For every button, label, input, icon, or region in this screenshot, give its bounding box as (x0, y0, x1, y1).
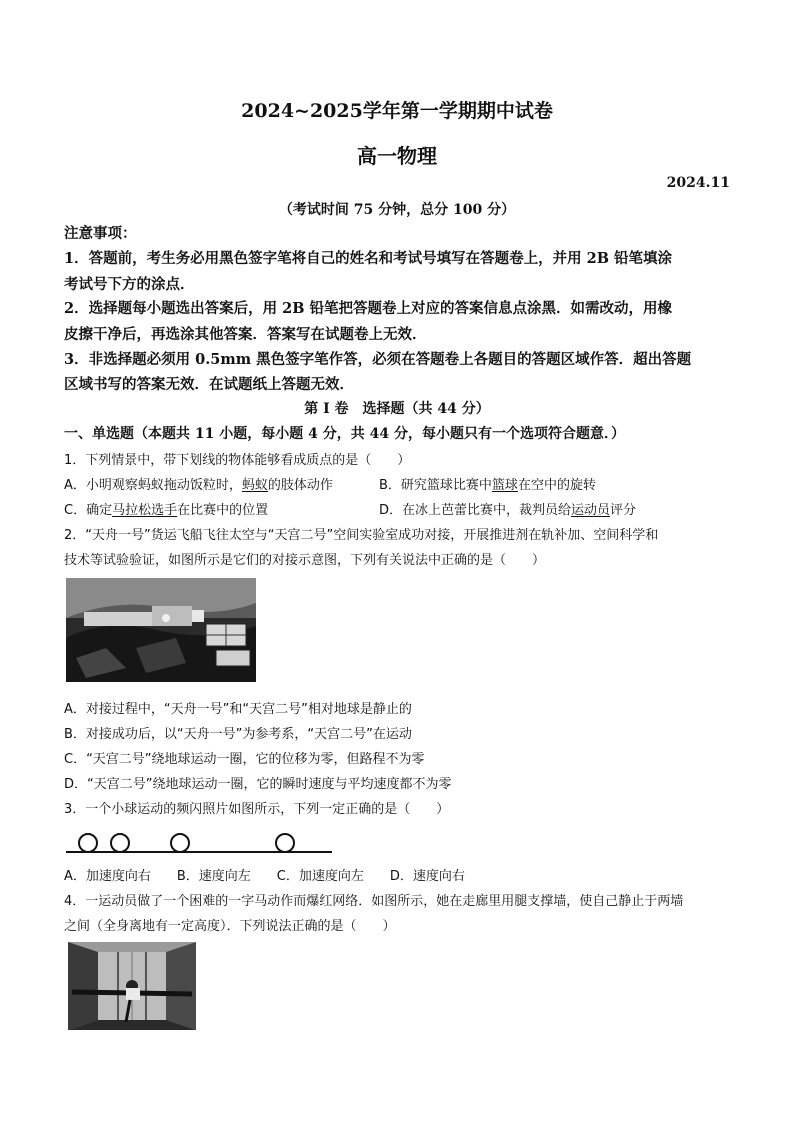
docking-photo (66, 578, 256, 682)
notice-heading: 注意事项： (64, 225, 137, 242)
q4-stem-cont: 之间（全身离地有一定高度）．下列说法正确的是（ ） (64, 919, 396, 934)
notice-item-2: 2．选择题每小题选出答案后，用 2B 铅笔把答题卷上对应的答案信息点涂黑．如需改动，用橡 (64, 300, 673, 317)
q1-option-a: A．小明观察蚂蚁拖动饭粒时，蚂蚁的肢体动作 (64, 478, 333, 493)
q1-option-b: B．研究篮球比赛中篮球在空中的旋转 (379, 478, 596, 493)
notice-item-1-cont: 考试号下方的涂点． (64, 276, 195, 293)
q2-option-a: A．对接过程中，“天舟一号”和“天宫二号”相对地球是静止的 (64, 702, 412, 717)
exam-info: （考试时间 75 分钟，总分 100 分） (278, 202, 516, 218)
q2-option-d: D．“天宫二号”绕地球运动一圈，它的瞬时速度与平均速度都不为零 (64, 777, 452, 792)
q3-stem: 3．一个小球运动的频闪照片如图所示，下列一定正确的是（ ） (64, 802, 450, 817)
q2-option-c: C．“天宫二号”绕地球运动一圈，它的位移为零，但路程不为零 (64, 752, 425, 767)
q2-stem-cont: 技术等试验验证，如图所示是它们的对接示意图，下列有关说法中正确的是（ ） (64, 553, 546, 568)
split-pose-photo (68, 942, 196, 1030)
q1-stem: 1．下列情景中，带下划线的物体能够看成质点的是（ ） (64, 453, 411, 468)
notice-item-2-cont: 皮擦干净后，再选涂其他答案．答案写在试题卷上无效． (64, 326, 427, 343)
q2-option-b: B．对接成功后，以“天舟一号”为参考系，“天宫二号”在运动 (64, 727, 412, 742)
strobe-photo (64, 830, 336, 858)
q2-stem: 2．“天舟一号”货运飞船飞往太空与“天宫二号”空间实验室成功对接，开展推进剂在轨补加、空间科学和 (64, 528, 659, 543)
volume-title: 第 I 卷 选择题（共 44 分） (304, 401, 490, 417)
q3-options: A．加速度向右 B．速度向左 C．加速度向左 D．速度向右 (64, 869, 465, 884)
subject-title: 高一物理 (357, 144, 437, 168)
notice-item-3: 3．非选择题必须用 0.5mm 黑色签字笔作答，必须在答题卷上各题目的答题区域作答．超出答题 (64, 351, 692, 368)
q4-stem: 4．一运动员做了一个困难的一字马动作而爆红网络．如图所示，她在走廊里用腿支撑墙，使自己静止于两墙 (64, 894, 684, 909)
notice-item-3-cont: 区域书写的答案无效．在试题纸上答题无效． (64, 376, 354, 393)
part-title: 一、单选题（本题共 11 小题，每小题 4 分，共 44 分，每小题只有一个选项符合题意．） (64, 426, 625, 442)
q1-option-c: C．确定马拉松选手在比赛中的位置 (64, 503, 269, 518)
notice-item-1: 1．答题前，考生务必用黑色签字笔将自己的姓名和考试号填写在答题卷上，并用 2B 铅笔填涂 (64, 250, 673, 267)
q1-option-d: D．在冰上芭蕾比赛中，裁判员给运动员评分 (379, 503, 637, 518)
exam-title: 2024~2025学年第一学期期中试卷 (241, 100, 553, 122)
exam-date: 2024.11 (666, 175, 730, 191)
